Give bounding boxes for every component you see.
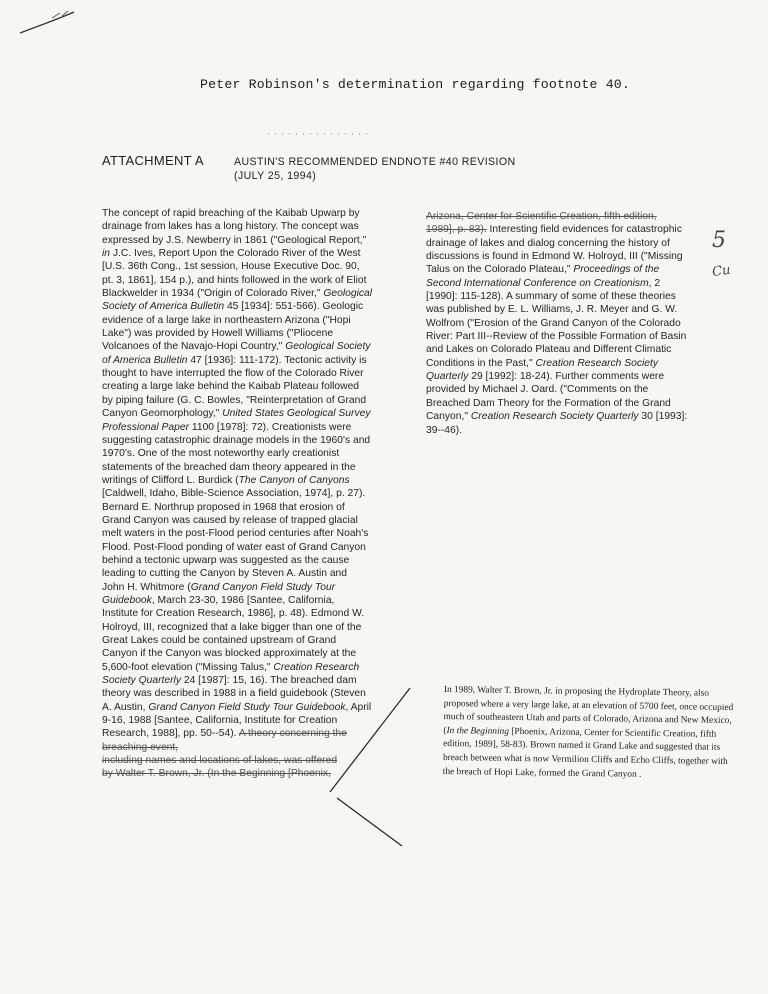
struck-text: by Walter T. Brown, Jr. (In the Beginning [Phoenix, (102, 768, 331, 780)
attachment-title (234, 155, 594, 183)
attachment-title-line-2: (JULY 25, 1994) (234, 170, 317, 182)
corner-scribble-tick (52, 11, 68, 18)
margin-mark: 5 (712, 228, 726, 253)
left-column (102, 207, 372, 781)
corner-scribble (20, 12, 74, 33)
struck-text: A theory concerning the breaching event, (102, 728, 348, 753)
struck-text: Arizona, Center for Scientific Creation, fifth edition, (426, 211, 657, 222)
attachment-title-line-1: AUSTIN'S RECOMMENDED ENDNOTE #40 REVISION (234, 156, 516, 168)
pointer-line-lower (337, 798, 402, 846)
handwritten-margin-note (711, 228, 768, 281)
right-column (426, 210, 688, 437)
page-title: Peter Robinson's determination regarding footnote 40. (200, 77, 631, 92)
margin-mark: Cu (711, 262, 732, 281)
endnote-paragraph-right: Arizona, Center for Scientific Creation, fifth edition, 1989], p. 83). Interesting field evidences for catastrophic drainage of lakes and dialog concerning the history of discussions is found in Edmond W. Holroyd, III ("Missing Talus on the Colorado Plateau," Proceedings of the Second International Conference on Creationism, 2 [1990]: 115-128). A summary of some of these theories was published by E. L. Williams, J. R. Meyer and G. W. Wolfrom ("Erosion of the Grand Canyon of the Colorado River: Part III--Review of the Possible Formation of Basin and Lakes on Colorado Plateau and Different Climatic Conditions in the Past," Creation Research Society Quarterly 29 [1992]: 18-24). Further comments were provided by Michael J. Oard. ("Comments on the Breached Dam Theory for the Formation of the Grand Canyon," Creation Research Society Quarterly 30 [1993]: 39--46). (426, 211, 688, 436)
struck-text: including names and locations of lakes, was offered (102, 755, 338, 767)
inserted-note (443, 684, 734, 783)
struck-text: 1989], p. 83). (426, 224, 487, 236)
endnote-paragraph-left: The concept of rapid breaching of the Kaibab Upwarp by drainage from lakes has a long history. The concept was expressed by J.S. Newberry in 1861 ("Geological Report," in J.C. Ives, Report Upon the Colorado River of the West [U.S. 36th Cong., 1st session, House Executive Doc. 90, pt. 3, 1861], 154 p.), and hints followed in the work of Eliot Blackwelder in 1934 ("Origin of Colorado River," Geological Society of America Bulletin 45 [1934]: 551-566). Geologic evidence of a large lake in northeastern Arizona ("Hopi Lake") was provided by Howell Williams ("Pliocene Volcanoes of the Navajo-Hopi Country," Geological Society of America Bulletin 47 [1936]: 111-172). Tectonic activity is thought to have interrupted the flow of the Colorado River creating a large lake behind the Kaibab Plateau followed by piping failure (G. C. Bowles, "Reinterpretation of Grand Canyon Geomorphology," United States Geological Survey Professional Paper 1100 [1978]: 72). Creationists were suggesting catastrophic drainage models in the 1960's and 1970's. One of the most noteworthy early creationist statements of the breached dam theory appeared in the writings of Clifford L. Burdick (The Canyon of Canyons [Caldwell, Idaho, Bible-Science Association, 1974], p. 27). Bernard E. Northrup proposed in 1968 that erosion of Grand Canyon was caused by release of trapped glacial melt waters in the post-Flood period centuries after Noah's Flood. Post-Flood ponding of water east of Grand Canyon behind a tectonic upwarp was suggested as the cause leading to cutting the Canyon by Steven A. Austin and John H. Whitmore (Grand Canyon Field Study Tour Guidebook, March 23-30, 1986 [Santee, California, Institute for Creation Research, 1986], p. 48). Edmond W. Holroyd, III, recognized that a lake bigger than one of the Great Lakes could be contained upstream of Grand Canyon if the Canyon was blocked approximately at the 5,600-foot elevation ("Missing Talus," Creation Research Society Quarterly 24 [1987]: 15, 16). The breached dam theory was described in 1988 in a field guidebook (Steven A. Austin, Grand Canyon Field Study Tour Guidebook, April 9-16, 1988 [Santee, California, Institute for Creation Research, 1988], pp. 50--54). A theory concerning the breaching event, including names and locations of lakes, was offered by Walter T. Brown, Jr. (In the Beginning [Phoenix, (102, 208, 373, 780)
inserted-note-paragraph: In 1989, Walter T. Brown, Jr. in proposing the Hydroplate Theory, also proposed where a very large lake, at an elevation of 5700 feet, once occupied much of southeastern Utah and parts of Colorado, Arizona and New Mexico, (In the Beginning [Phoenix, Arizona, Center for Scientific Creation, fifth edition, 1989], 58-83). Brown named it Grand Lake and suggested that its breach between what is now Vermilion Cliffs and Echo Cliffs, together with the breach of Hopi Lake, formed the Grand Canyon . (442, 684, 734, 780)
attachment-label: ATTACHMENT A (102, 153, 204, 168)
